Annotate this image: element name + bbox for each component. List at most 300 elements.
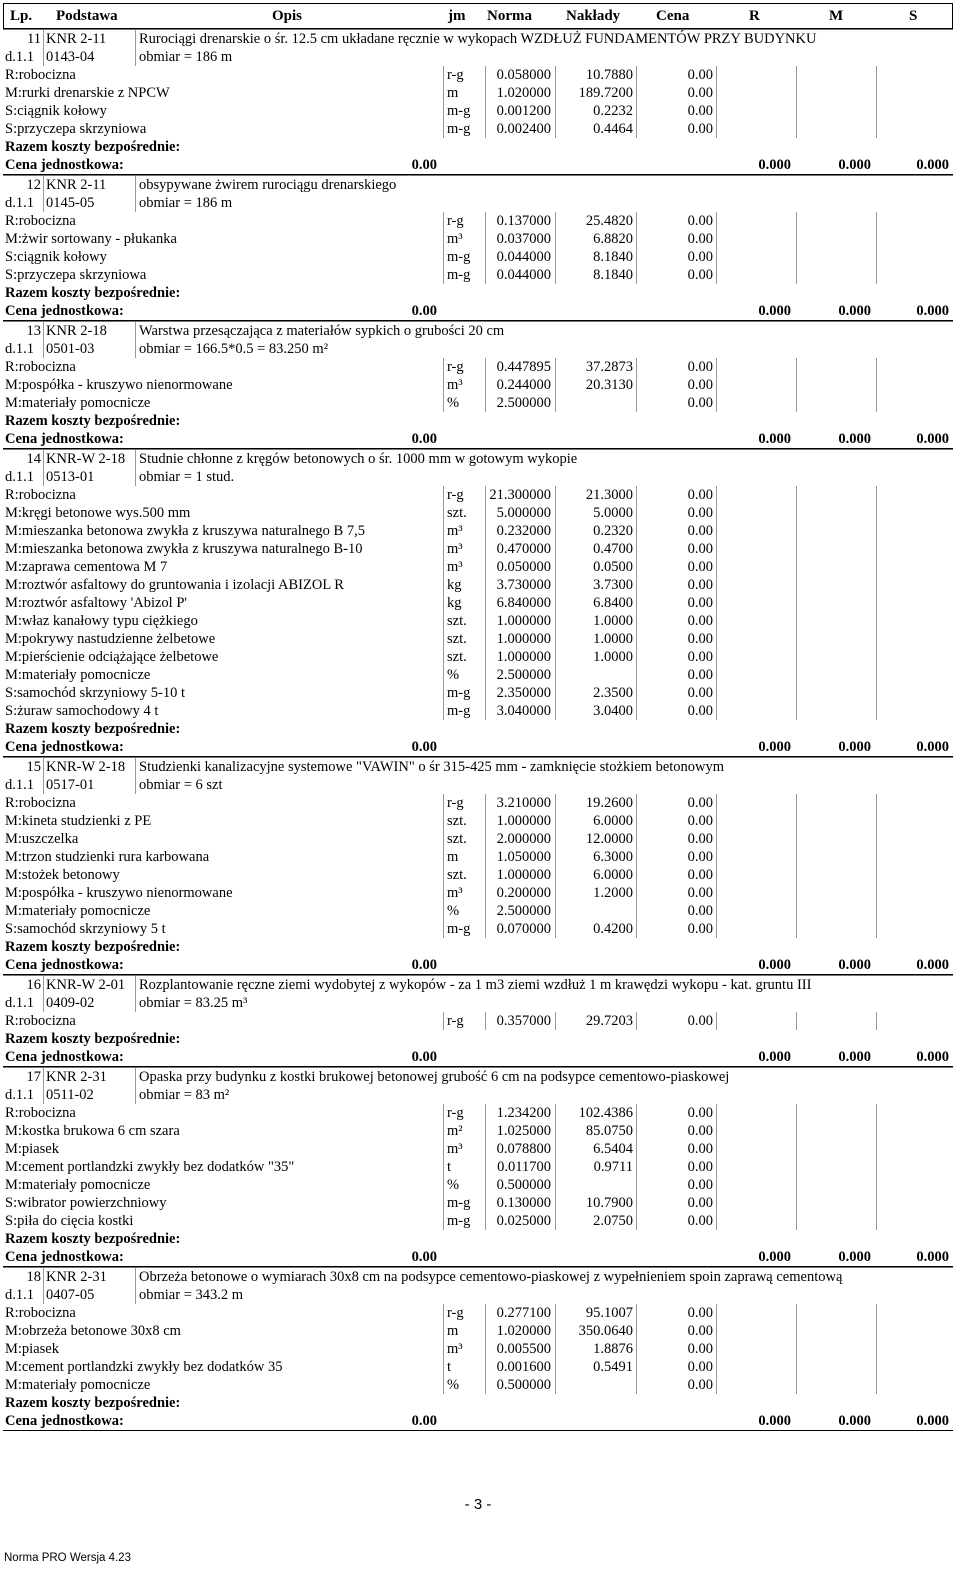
grid-line — [443, 576, 444, 594]
grid-line — [135, 48, 136, 66]
resource-unit: r-g — [447, 1305, 464, 1321]
resource-row — [3, 1340, 953, 1358]
resource-norma: 0.447895 — [496, 359, 551, 375]
resource-row — [3, 1012, 953, 1030]
item-header-row — [3, 757, 953, 776]
resource-row — [3, 1194, 953, 1212]
grid-line — [135, 176, 136, 194]
resource-row — [3, 612, 953, 630]
unit-price-r: 0.000 — [758, 431, 791, 447]
grid-line — [876, 1012, 877, 1030]
resource-naklady: 2.0750 — [593, 1213, 633, 1229]
table-body — [3, 29, 953, 1431]
resource-unit: % — [447, 903, 460, 919]
grid-line — [485, 812, 486, 830]
resource-name: M:kręgi betonowe wys.500 mm — [5, 505, 191, 521]
resource-norma: 1.020000 — [496, 1323, 551, 1339]
resource-row — [3, 1212, 953, 1230]
resource-row — [3, 666, 953, 684]
resource-cena: 0.00 — [687, 1213, 713, 1229]
direct-costs-label: Razem koszty bezpośrednie: — [5, 139, 181, 155]
item-code: 0501-03 — [46, 341, 95, 357]
resource-norma: 1.000000 — [496, 631, 551, 647]
resource-naklady: 189.7200 — [578, 85, 633, 101]
grid-line — [876, 684, 877, 702]
grid-line — [716, 394, 717, 412]
resource-cena: 0.00 — [687, 1377, 713, 1393]
grid-line — [876, 266, 877, 284]
resource-norma: 0.001600 — [496, 1359, 551, 1375]
resource-cena: 0.00 — [687, 1105, 713, 1121]
resource-name: M:roztwór asfaltowy 'Abizol P' — [5, 595, 188, 611]
grid-line — [485, 576, 486, 594]
grid-line — [43, 468, 44, 486]
resource-name: M:roztwór asfaltowy do gruntowania i izolacji ABIZOL R — [5, 577, 344, 593]
item-section: d.1.1 — [5, 777, 34, 793]
col-jm: jm — [448, 8, 466, 24]
resource-norma: 0.037000 — [496, 231, 551, 247]
resource-row — [3, 84, 953, 102]
grid-line — [796, 376, 797, 394]
grid-line — [876, 702, 877, 720]
grid-line — [485, 1012, 486, 1030]
grid-line — [636, 1158, 637, 1176]
resource-name: R:robocizna — [5, 1305, 76, 1321]
item-number: 18 — [26, 1269, 41, 1285]
unit-price-s: 0.000 — [916, 1249, 949, 1265]
grid-line — [485, 1376, 486, 1394]
resource-unit: m-g — [447, 921, 471, 937]
grid-line — [716, 266, 717, 284]
resource-unit: m³ — [447, 559, 463, 575]
grid-line — [485, 358, 486, 376]
grid-line — [135, 1286, 136, 1304]
grid-line — [485, 394, 486, 412]
grid-line — [43, 1286, 44, 1304]
grid-line — [716, 630, 717, 648]
item-obmiar: obmiar = 83 m² — [139, 1087, 230, 1103]
resource-name: M:piasek — [5, 1341, 59, 1357]
resource-naklady: 8.1840 — [593, 267, 633, 283]
resource-row — [3, 794, 953, 812]
col-naklady: Nakłady — [566, 8, 621, 24]
resource-unit: % — [447, 667, 460, 683]
grid-line — [485, 866, 486, 884]
grid-line — [443, 394, 444, 412]
item-number: 12 — [26, 177, 41, 193]
grid-line — [555, 1376, 556, 1394]
resource-name: M:właz kanałowy typu ciężkiego — [5, 613, 198, 629]
unit-price-r: 0.000 — [758, 957, 791, 973]
grid-line — [443, 84, 444, 102]
resource-norma: 0.002400 — [496, 121, 551, 137]
resource-cena: 0.00 — [687, 541, 713, 557]
grid-line — [555, 1122, 556, 1140]
cost-estimate-table — [3, 3, 953, 1431]
unit-price-s: 0.000 — [916, 303, 949, 319]
item-code: 0511-02 — [46, 1087, 94, 1103]
resource-cena: 0.00 — [687, 85, 713, 101]
item-code: 0145-05 — [46, 195, 95, 211]
grid-line — [636, 540, 637, 558]
grid-line — [796, 902, 797, 920]
resource-cena: 0.00 — [687, 795, 713, 811]
resource-row — [3, 702, 953, 720]
item-podstawa: KNR 2-18 — [46, 323, 107, 339]
grid-line — [555, 558, 556, 576]
unit-price-r: 0.000 — [758, 303, 791, 319]
resource-unit: m³ — [447, 885, 463, 901]
grid-line — [485, 1358, 486, 1376]
resource-naklady: 1.2000 — [593, 885, 633, 901]
grid-line — [716, 1322, 717, 1340]
item-obmiar: obmiar = 186 m — [139, 49, 233, 65]
grid-line — [485, 1140, 486, 1158]
resource-name: M:materiały pomocnicze — [5, 903, 151, 919]
grid-line — [43, 1268, 44, 1286]
unit-price-m: 0.000 — [838, 1249, 871, 1265]
grid-line — [555, 266, 556, 284]
unit-price-label: Cena jednostkowa: — [5, 1249, 124, 1265]
resource-name: R:robocizna — [5, 487, 76, 503]
grid-line — [485, 230, 486, 248]
resource-naklady: 2.3500 — [593, 685, 633, 701]
grid-line — [636, 1012, 637, 1030]
resource-cena: 0.00 — [687, 1323, 713, 1339]
resource-unit: m-g — [447, 121, 471, 137]
grid-line — [636, 1140, 637, 1158]
resource-naklady: 3.7300 — [593, 577, 633, 593]
item-description: Rozplantowanie ręczne ziemi wydobytej z wykopów - za 1 m3 ziemi wzdłuż 1 m krawędzi wykopu - kat. gruntu III — [139, 977, 812, 993]
grid-line — [716, 884, 717, 902]
grid-line — [636, 522, 637, 540]
grid-line — [555, 848, 556, 866]
grid-line — [443, 612, 444, 630]
resource-norma: 0.500000 — [496, 1177, 551, 1193]
resource-unit: % — [447, 395, 460, 411]
grid-line — [716, 812, 717, 830]
resource-naklady: 0.0500 — [593, 559, 633, 575]
resource-row — [3, 266, 953, 284]
grid-line — [796, 248, 797, 266]
grid-line — [43, 176, 44, 194]
resource-cena: 0.00 — [687, 849, 713, 865]
grid-line — [555, 376, 556, 394]
grid-line — [443, 248, 444, 266]
grid-line — [636, 248, 637, 266]
grid-line — [443, 1104, 444, 1122]
unit-price-value: 0.00 — [411, 1049, 437, 1065]
item-number: 16 — [26, 977, 41, 993]
direct-costs-label: Razem koszty bezpośrednie: — [5, 939, 181, 955]
resource-cena: 0.00 — [687, 67, 713, 83]
item-obmiar: obmiar = 6 szt — [139, 777, 223, 793]
resource-cena: 0.00 — [687, 921, 713, 937]
resource-name: S:wibrator powierzchniowy — [5, 1195, 167, 1211]
grid-line — [876, 812, 877, 830]
grid-line — [796, 1158, 797, 1176]
grid-line — [636, 702, 637, 720]
resource-name: M:cement portlandzki zwykły bez dodatków "35" — [5, 1159, 295, 1175]
grid-line — [485, 248, 486, 266]
direct-costs-row — [3, 412, 953, 430]
resource-norma: 0.244000 — [496, 377, 551, 393]
resource-name: S:samochód skrzyniowy 5-10 t — [5, 685, 186, 701]
grid-line — [485, 684, 486, 702]
grid-line — [716, 902, 717, 920]
resource-unit: r-g — [447, 487, 464, 503]
grid-line — [485, 612, 486, 630]
resource-norma: 0.025000 — [496, 1213, 551, 1229]
resource-unit: % — [447, 1377, 460, 1393]
resource-cena: 0.00 — [687, 1341, 713, 1357]
resource-unit: m — [447, 849, 459, 865]
grid-line — [555, 66, 556, 84]
grid-line — [876, 1212, 877, 1230]
grid-line — [636, 230, 637, 248]
grid-line — [485, 1122, 486, 1140]
grid-line — [636, 266, 637, 284]
grid-line — [636, 102, 637, 120]
resource-naklady: 85.0750 — [585, 1123, 633, 1139]
unit-price-s: 0.000 — [916, 1049, 949, 1065]
resource-name: M:pierścienie odciążające żelbetowe — [5, 649, 219, 665]
resource-norma: 0.058000 — [496, 67, 551, 83]
unit-price-r: 0.000 — [758, 739, 791, 755]
grid-line — [636, 1212, 637, 1230]
resource-unit: r-g — [447, 213, 464, 229]
grid-line — [636, 684, 637, 702]
col-lp: Lp. — [10, 8, 33, 24]
grid-line — [135, 994, 136, 1012]
resource-name: M:mieszanka betonowa zwykła z kruszywa naturalnego B 7,5 — [5, 523, 365, 539]
grid-line — [876, 522, 877, 540]
grid-line — [485, 1176, 486, 1194]
grid-line — [485, 504, 486, 522]
grid-line — [555, 540, 556, 558]
grid-line — [876, 830, 877, 848]
grid-line — [485, 630, 486, 648]
grid-line — [636, 1304, 637, 1322]
grid-line — [485, 1322, 486, 1340]
unit-price-label: Cena jednostkowa: — [5, 1413, 124, 1429]
grid-line — [485, 66, 486, 84]
grid-line — [716, 684, 717, 702]
grid-line — [555, 884, 556, 902]
grid-line — [636, 666, 637, 684]
direct-costs-label: Razem koszty bezpośrednie: — [5, 413, 181, 429]
resource-naklady: 20.3130 — [585, 377, 633, 393]
item-podstawa: KNR 2-11 — [46, 31, 107, 47]
grid-line — [43, 340, 44, 358]
resource-norma: 1.020000 — [496, 85, 551, 101]
item-code: 0407-05 — [46, 1287, 95, 1303]
resource-unit: m³ — [447, 231, 463, 247]
grid-line — [876, 1322, 877, 1340]
item-obmiar-row — [3, 994, 953, 1012]
grid-line — [796, 612, 797, 630]
item-description: Opaska przy budynku z kostki brukowej betonowej grubość 6 cm na podsypce cementowo-piaskowej — [139, 1069, 730, 1085]
grid-line — [636, 376, 637, 394]
grid-line — [876, 848, 877, 866]
grid-line — [485, 648, 486, 666]
unit-price-row — [3, 302, 953, 321]
grid-line — [716, 666, 717, 684]
resource-name: M:piasek — [5, 1141, 59, 1157]
grid-line — [43, 758, 44, 776]
grid-line — [485, 702, 486, 720]
grid-line — [876, 540, 877, 558]
grid-line — [443, 102, 444, 120]
grid-line — [555, 866, 556, 884]
unit-price-value: 0.00 — [411, 303, 437, 319]
grid-line — [555, 1140, 556, 1158]
resource-norma: 6.840000 — [496, 595, 551, 611]
unit-price-m: 0.000 — [838, 431, 871, 447]
grid-line — [796, 394, 797, 412]
resource-norma: 1.234200 — [496, 1105, 551, 1121]
resource-name: M:trzon studzienki rura karbowana — [5, 849, 210, 865]
grid-line — [443, 120, 444, 138]
resource-naklady: 350.0640 — [578, 1323, 633, 1339]
item-number: 15 — [26, 759, 41, 775]
grid-line — [135, 776, 136, 794]
resource-row — [3, 866, 953, 884]
grid-line — [796, 230, 797, 248]
item-section: d.1.1 — [5, 341, 34, 357]
grid-line — [555, 1194, 556, 1212]
resource-norma: 0.011700 — [497, 1159, 551, 1175]
grid-line — [443, 684, 444, 702]
resource-unit: m³ — [447, 377, 463, 393]
item-podstawa: KNR-W 2-18 — [46, 451, 126, 467]
resource-norma: 3.210000 — [496, 795, 551, 811]
grid-line — [716, 794, 717, 812]
resource-name: S:samochód skrzyniowy 5 t — [5, 921, 166, 937]
item-section: d.1.1 — [5, 1087, 34, 1103]
item-podstawa: KNR 2-31 — [46, 1069, 107, 1085]
resource-naklady: 21.3000 — [585, 487, 633, 503]
grid-line — [485, 376, 486, 394]
item-header-row — [3, 321, 953, 340]
grid-line — [43, 450, 44, 468]
grid-line — [796, 702, 797, 720]
grid-line — [876, 1122, 877, 1140]
grid-line — [636, 66, 637, 84]
grid-line — [796, 594, 797, 612]
grid-line — [485, 794, 486, 812]
grid-line — [796, 920, 797, 938]
resource-cena: 0.00 — [687, 249, 713, 265]
grid-line — [636, 1104, 637, 1122]
item-podstawa: KNR-W 2-18 — [46, 759, 126, 775]
resource-naklady: 8.1840 — [593, 249, 633, 265]
col-r: R — [749, 8, 760, 24]
grid-line — [716, 558, 717, 576]
resource-naklady: 25.4820 — [585, 213, 633, 229]
grid-line — [443, 1304, 444, 1322]
resource-norma: 0.005500 — [496, 1341, 551, 1357]
resource-norma: 0.500000 — [496, 1377, 551, 1393]
grid-line — [443, 376, 444, 394]
resource-norma: 0.137000 — [496, 213, 551, 229]
unit-price-label: Cena jednostkowa: — [5, 303, 124, 319]
resource-row — [3, 486, 953, 504]
item-obmiar: obmiar = 1 stud. — [139, 469, 235, 485]
grid-line — [796, 522, 797, 540]
grid-line — [876, 1376, 877, 1394]
resource-naklady: 0.9711 — [593, 1159, 633, 1175]
grid-line — [796, 884, 797, 902]
col-m: M — [829, 8, 844, 24]
grid-line — [876, 1358, 877, 1376]
grid-line — [43, 322, 44, 340]
grid-line — [485, 920, 486, 938]
item-header-row — [3, 1267, 953, 1286]
resource-name: M:mieszanka betonowa zwykła z kruszywa naturalnego B-10 — [5, 541, 363, 557]
resource-unit: m-g — [447, 1213, 471, 1229]
grid-line — [716, 612, 717, 630]
resource-name: S:żuraw samochodowy 4 t — [5, 703, 159, 719]
resource-row — [3, 504, 953, 522]
grid-line — [555, 594, 556, 612]
item-obmiar: obmiar = 186 m — [139, 195, 233, 211]
grid-line — [485, 212, 486, 230]
resource-cena: 0.00 — [687, 813, 713, 829]
grid-line — [876, 1158, 877, 1176]
unit-price-r: 0.000 — [758, 1413, 791, 1429]
unit-price-r: 0.000 — [758, 1049, 791, 1065]
unit-price-row — [3, 1048, 953, 1067]
grid-line — [43, 994, 44, 1012]
item-description: Warstwa przesączająca z materiałów sypkich o grubości 20 cm — [139, 323, 505, 339]
resource-row — [3, 1122, 953, 1140]
grid-line — [485, 1212, 486, 1230]
grid-line — [555, 212, 556, 230]
grid-line — [716, 848, 717, 866]
grid-line — [796, 1212, 797, 1230]
item-description: obsypywane żwirem rurociągu drenarskiego — [139, 177, 397, 193]
resource-unit: m — [447, 1323, 459, 1339]
item-obmiar-row — [3, 48, 953, 66]
resource-cena: 0.00 — [687, 1195, 713, 1211]
grid-line — [135, 1268, 136, 1286]
unit-price-value: 0.00 — [411, 431, 437, 447]
grid-line — [485, 830, 486, 848]
grid-line — [555, 1104, 556, 1122]
grid-line — [716, 1376, 717, 1394]
grid-line — [43, 976, 44, 994]
unit-price-m: 0.000 — [838, 1049, 871, 1065]
grid-line — [796, 212, 797, 230]
resource-row — [3, 230, 953, 248]
resource-unit: r-g — [447, 1013, 464, 1029]
item-section: d.1.1 — [5, 195, 34, 211]
grid-line — [876, 1104, 877, 1122]
resource-unit: m — [447, 85, 459, 101]
item-section: d.1.1 — [5, 995, 34, 1011]
unit-price-m: 0.000 — [838, 157, 871, 173]
grid-line — [443, 884, 444, 902]
grid-line — [555, 230, 556, 248]
resource-row — [3, 558, 953, 576]
grid-line — [716, 212, 717, 230]
resource-unit: t — [447, 1159, 452, 1175]
grid-line — [716, 1340, 717, 1358]
item-description: Rurociągi drenarskie o śr. 12.5 cm układane ręcznie w wykopach WZDŁUŻ FUNDAMENTÓW PRZY BUDYNKU — [139, 31, 817, 47]
direct-costs-label: Razem koszty bezpośrednie: — [5, 721, 181, 737]
grid-line — [716, 486, 717, 504]
